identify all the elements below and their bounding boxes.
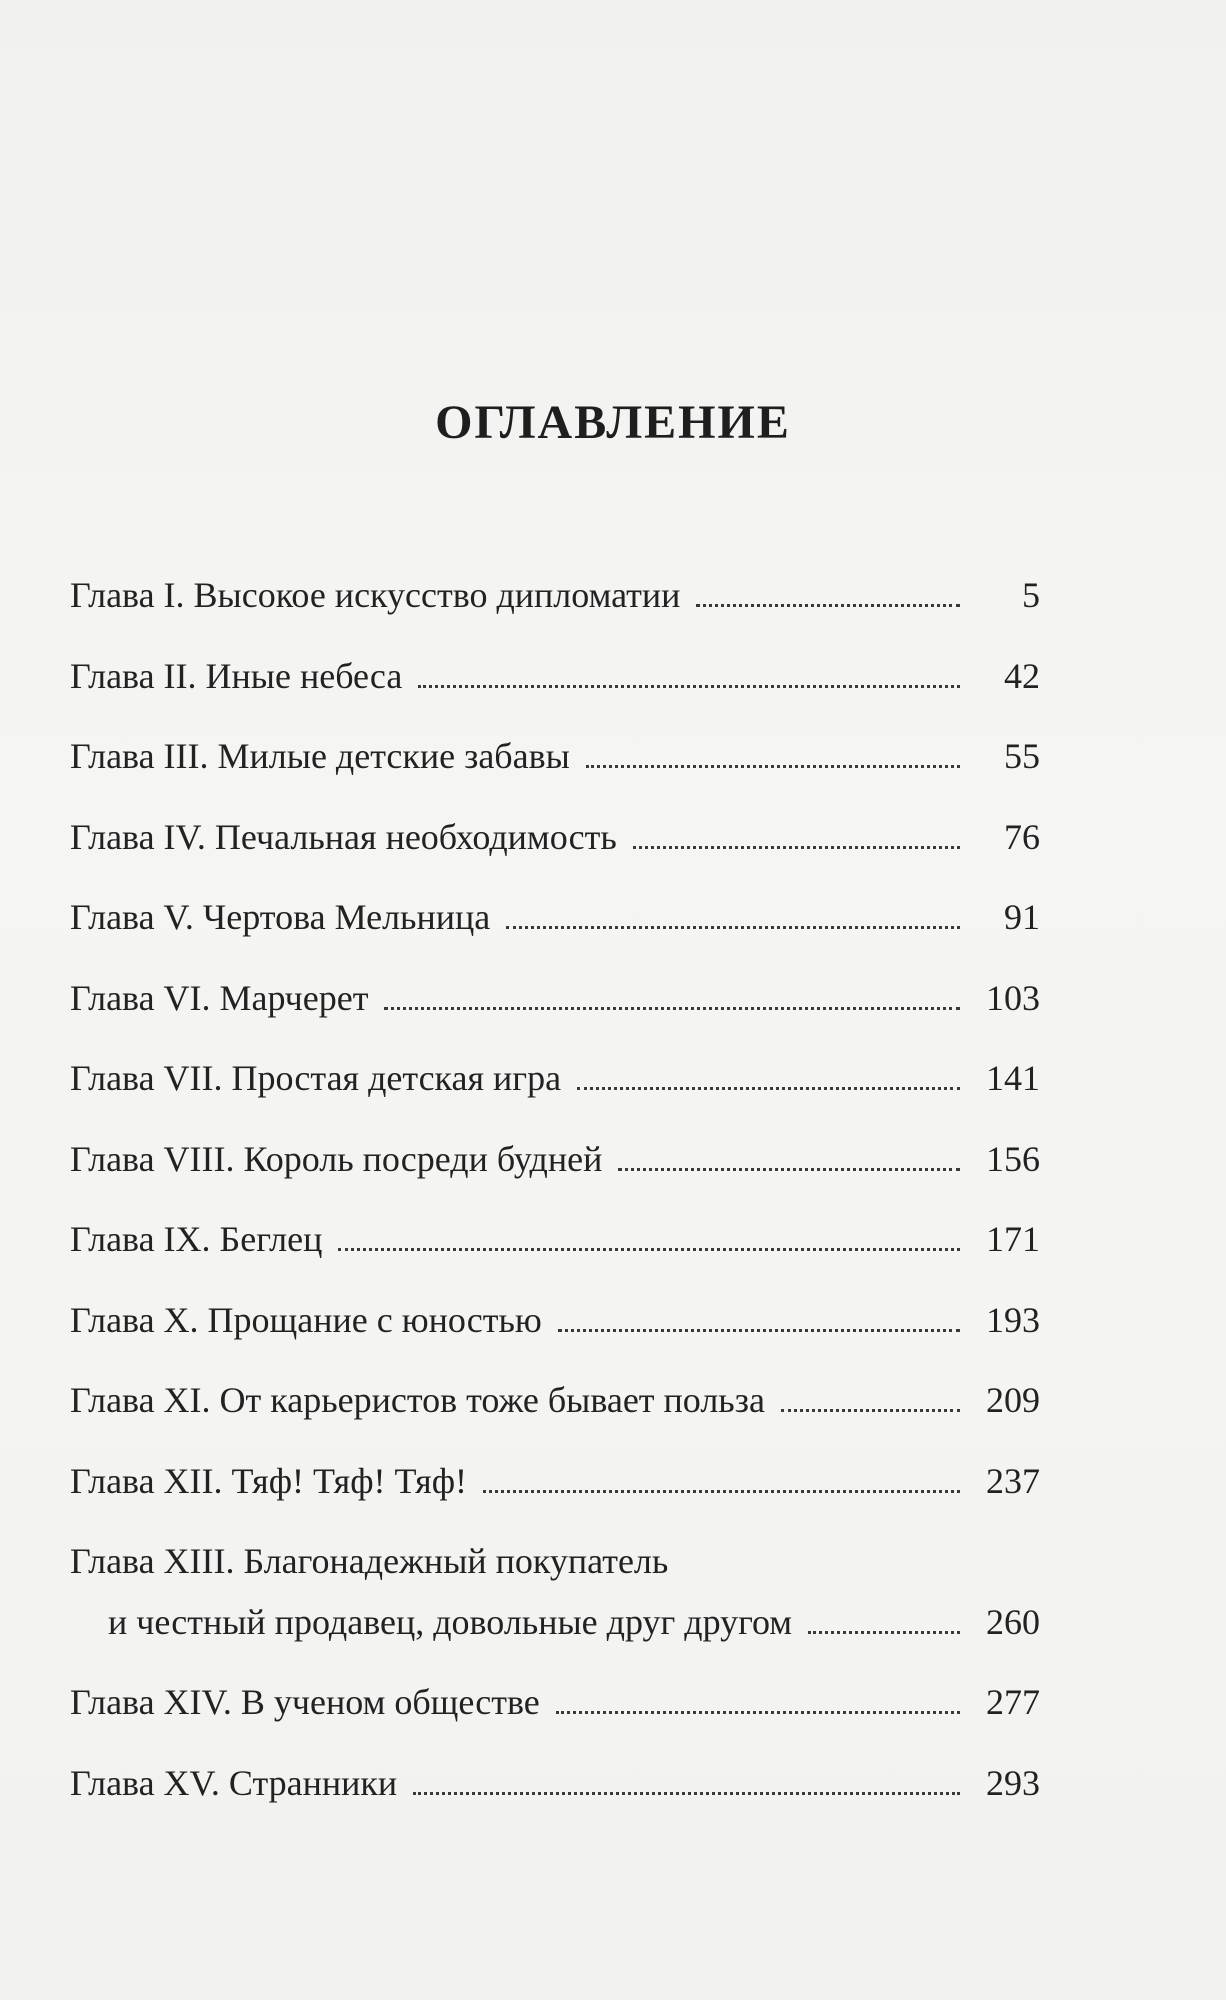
toc-entry-page: 237	[986, 1460, 1040, 1501]
toc-entry-page: 193	[986, 1299, 1040, 1340]
toc-entry-label: Глава IX. Беглец	[70, 1219, 323, 1259]
toc-entry-label: Глава V. Чертова Мельница	[70, 897, 491, 937]
toc-entry-label: Глава XIV. В ученом обществе	[70, 1682, 540, 1722]
dot-leader	[618, 1168, 960, 1171]
toc-entry	[70, 1297, 1040, 1378]
table-of-contents	[70, 572, 1040, 1840]
toc-entry	[70, 572, 1040, 653]
toc-entry-label: Глава VI. Марчерет	[70, 977, 369, 1018]
dot-leader	[696, 604, 960, 607]
dot-leader	[413, 1792, 960, 1795]
toc-entry	[70, 814, 1040, 895]
toc-entry	[70, 1458, 1040, 1539]
toc-entry-label: Глава VIII. Король посреди будней	[70, 1138, 603, 1179]
toc-entry	[70, 1216, 1040, 1297]
dot-leader	[506, 926, 960, 929]
toc-entry	[70, 975, 1040, 1056]
toc-entry-label: Глава III. Милые детские забавы	[70, 736, 570, 776]
toc-entry-page: 5	[1022, 575, 1040, 615]
toc-entry-page: 42	[1004, 655, 1040, 696]
toc-entry-label: Глава IV. Печальная необходимость	[70, 816, 617, 857]
toc-entry	[70, 1055, 1040, 1136]
toc-entry-page: 156	[986, 1138, 1040, 1179]
toc-entry-page: 55	[1004, 736, 1040, 776]
toc-entry-label-continued: и честный продавец, довольные друг другом	[108, 1602, 793, 1642]
toc-entry-label: Глава II. Иные небеса	[70, 655, 403, 696]
dot-leader	[418, 685, 960, 688]
page-title: ОГЛАВЛЕНИЕ	[435, 396, 791, 449]
toc-entry	[70, 1538, 1040, 1679]
toc-entry	[70, 1679, 1040, 1760]
dot-leader	[556, 1711, 960, 1714]
toc-entry-label: Глава XIII. Благонадежный покупатель	[70, 1541, 669, 1581]
toc-entry-page: 260	[986, 1602, 1040, 1642]
dot-leader	[338, 1248, 960, 1251]
toc-entry	[70, 894, 1040, 975]
toc-entry-page: 293	[986, 1762, 1040, 1803]
dot-leader	[577, 1087, 960, 1090]
toc-entry-label: Глава X. Прощание с юностью	[70, 1299, 542, 1340]
toc-entry-page: 277	[986, 1682, 1040, 1722]
toc-entry-label: Глава XII. Тяф! Тяф! Тяф!	[70, 1460, 468, 1501]
toc-entry-page: 171	[986, 1219, 1040, 1259]
dot-leader	[586, 765, 960, 768]
toc-entry-page: 209	[986, 1380, 1040, 1420]
toc-entry	[70, 653, 1040, 734]
dot-leader	[483, 1490, 960, 1493]
dot-leader	[384, 1007, 960, 1010]
toc-entry-label: Глава VII. Простая детская игра	[70, 1058, 562, 1098]
dot-leader	[781, 1409, 960, 1412]
dot-leader	[633, 846, 960, 849]
toc-entry	[70, 733, 1040, 814]
toc-entry-page: 141	[986, 1058, 1040, 1098]
toc-entry	[70, 1136, 1040, 1217]
toc-entry-page: 103	[986, 977, 1040, 1018]
toc-entry-label: Глава XV. Странники	[70, 1762, 398, 1803]
toc-entry	[70, 1377, 1040, 1458]
toc-entry-page: 76	[1004, 816, 1040, 857]
dot-leader	[808, 1631, 960, 1634]
toc-entry-label: Глава XI. От карьеристов тоже бывает польза	[70, 1380, 765, 1420]
toc-entry-label: Глава I. Высокое искусство дипломатии	[70, 575, 681, 615]
dot-leader	[558, 1329, 960, 1332]
toc-entry	[70, 1760, 1040, 1841]
toc-entry-page: 91	[1004, 897, 1040, 937]
